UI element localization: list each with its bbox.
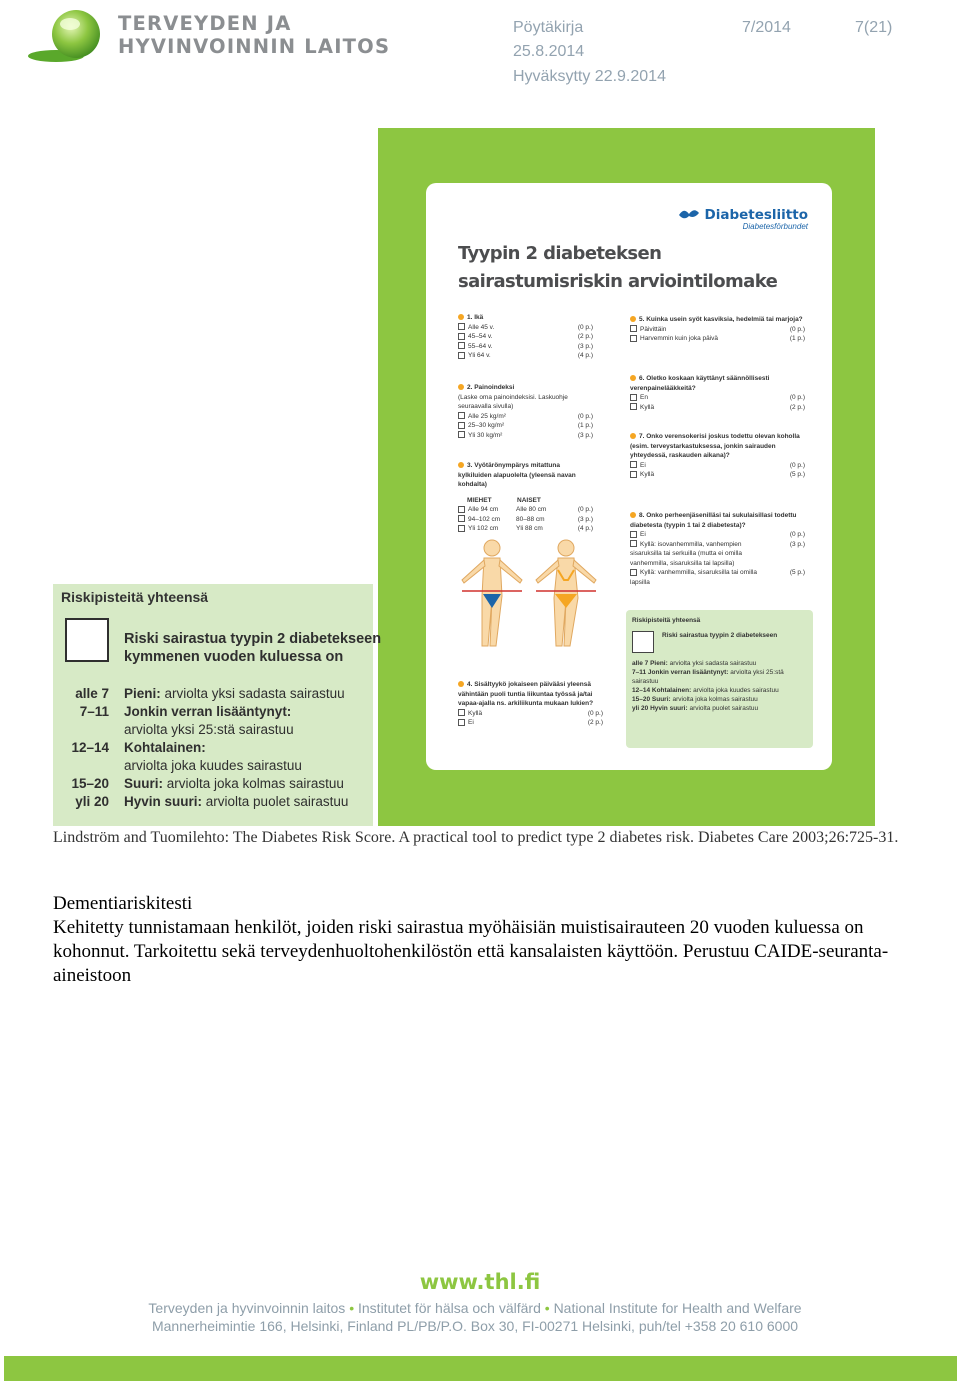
section-heading: Dementiariskitesti: [53, 893, 193, 914]
question-8: 8. Onko perheenjäsenilläsi tai sukulaisillasi todettu diabetesta (tyypin 1 tai 2 diabetesta)? Ei (0 p.) Kyllä: isovanhemmilla, vanhempien sisaruksilla tai serkuilla (mutta ei omilla vanhemmilla, sisaruksilla tai lapsilla) (3 p.) Kyllä: vanhemmilla, sisaruksilla tai omilla lapsilla (5 p.): [630, 512, 805, 586]
question-3: 3. Vyötärönympärys mitattuna kylkiluiden alapuolelta (yleensä navan kohdalta) MIEHET NAISET Alle 94 cm Alle 80 cm (0 p.) 94–102 cm 80–88 cm (3 p.) Yli 102 cm Yli 88 cm (4 p.): [458, 462, 593, 532]
waist-measurement-illustration: [454, 536, 604, 656]
score-box: [65, 618, 109, 662]
footer-bar: [4, 1356, 957, 1381]
risk-row-2: Jonkin verran lisääntynyt: arviolta yksi 25:stä sairastuu: [124, 704, 294, 737]
doc-number: 7/2014: [742, 19, 791, 36]
question-5: 5. Kuinka usein syöt kasviksia, hedelmiä tai marjoja? Päivittäin (0 p.) Harvemmin kuin joka päivä (1 p.): [630, 315, 805, 344]
zoom-heading: Riski sairastua tyypin 2 diabetekseen kymmenen vuoden kuluessa on: [124, 631, 382, 665]
page-number: 7(21): [855, 19, 893, 36]
brand: [678, 207, 808, 231]
question-1: 1. Ikä Alle 45 v. (0 p.) 45–54 v. (2 p.) 55–64 v. (3 p.) Yli 64 v. (4 p.): [458, 313, 593, 361]
range-15-20: 15–20: [71, 776, 109, 791]
question-4: 4. Sisältyykö jokaiseen päivääsi yleensä vähintään puoli tuntia liikuntaa työssä ja/tai vapaa-ajalla ns. arkiliikunta mukaan lukien? Kyllä (0 p.) Ei (2 p.): [458, 681, 603, 726]
brand-logo-icon: [678, 207, 700, 221]
question-2: 2. Painoindeksi (Laske oma painoindeksisi. Laskuohje seuraavalla sivulla) Alle 25 kg/m² (0 p.) 25–30 kg/m² (1 p.) Yli 30 kg/m² (3 p.): [458, 384, 593, 439]
question-7: 7. Onko verensokerisi joskus todettu olevan koholla (esim. terveystarkastuksessa, jonkin sairauden yhteydessä, raskauden aikana)? Ei (0 p.) Kyllä (5 p.): [630, 433, 805, 478]
range-7-11: 7–11: [79, 704, 109, 719]
doc-date: 25.8.2014: [513, 43, 585, 60]
footer-institution-names: Terveyden ja hyvinvoinnin laitos • Institutet för hälsa och välfärd • National Institute for Health and Welfare: [148, 1300, 802, 1316]
risk-row-5: Hyvin suuri: arviolta puolet sairastuu: [124, 794, 349, 809]
risk-row-4: Suuri: arviolta joka kolmas sairastuu: [124, 776, 344, 791]
zoom-title: Riskipisteitä yhteensä: [61, 589, 209, 605]
form-title: Tyypin 2 diabeteksen sairastumisriskin arviointilomake: [458, 243, 778, 292]
org-name-line1: TERVEYDEN JA: [118, 12, 292, 35]
doc-type: Pöytäkirja: [513, 19, 584, 36]
range-12-14: 12–14: [71, 740, 109, 755]
org-name-line2: HYVINVOINNIN LAITOS: [118, 35, 391, 58]
section-body: Kehitetty tunnistamaan henkilöt, joiden riski sairastua myöhäisiän muistisairauteen 20 vuoden kuluessa on kohonnut. Tarkoitettu sekä terveydenhuoltohenkilöstön että kansalaisten käyttöön. Perustuu CAIDE-seuranta-aineistoon: [53, 917, 889, 986]
question-6: 6. Oletko koskaan käyttänyt säännöllisesti verenpainelääkkeitä? En (0 p.) Kyllä (2 p.): [630, 375, 805, 411]
footer-url[interactable]: www.thl.fi: [419, 1270, 541, 1294]
citation: Lindström and Tuomilehto: The Diabetes Risk Score. A practical tool to predict type 2 diabetes risk. Diabetes Care 2003;26:725-31.: [53, 829, 899, 846]
org-name: [118, 12, 390, 58]
range-alle-7: alle 7: [75, 686, 109, 701]
risk-form-page: [426, 183, 832, 770]
mini-score-panel: Riskipisteitä yhteensä Riski sairastua tyypin 2 diabetekseen alle 7 Pieni: arviolta yksi sadasta sairastuu 7–11 Jonkin verran lisääntynyt: arviolta yksi 25:stä sairastuu 12–14 Kohtalainen: arviolta joka kuudes sairastuu 15–20 Suuri: arviolta joka kolmas sairastuu yli 20 Hyvin suuri: arviolta puolet sairastuu: [626, 610, 813, 748]
brand-name: [678, 207, 808, 223]
risk-row-3: Kohtalainen: arviolta joka kuudes sairastuu: [124, 740, 302, 773]
risk-form-figure: [378, 128, 875, 826]
approved-date: Hyväksytty 22.9.2014: [513, 68, 666, 85]
thl-logo-icon: [26, 6, 108, 66]
range-yli-20: yli 20: [75, 794, 109, 809]
brand-name-text: Diabetesliitto: [704, 207, 808, 223]
brand-sub: Diabetesförbundet: [742, 222, 808, 231]
footer-address: Mannerheimintie 166, Helsinki, Finland PL/PB/P.O. Box 30, FI-00271 Helsinki, puh/tel +358 20 610 6000: [151, 1318, 799, 1334]
risk-score-zoom-panel: [53, 584, 382, 826]
risk-row-1: Pieni: arviolta yksi sadasta sairastuu: [124, 686, 345, 701]
